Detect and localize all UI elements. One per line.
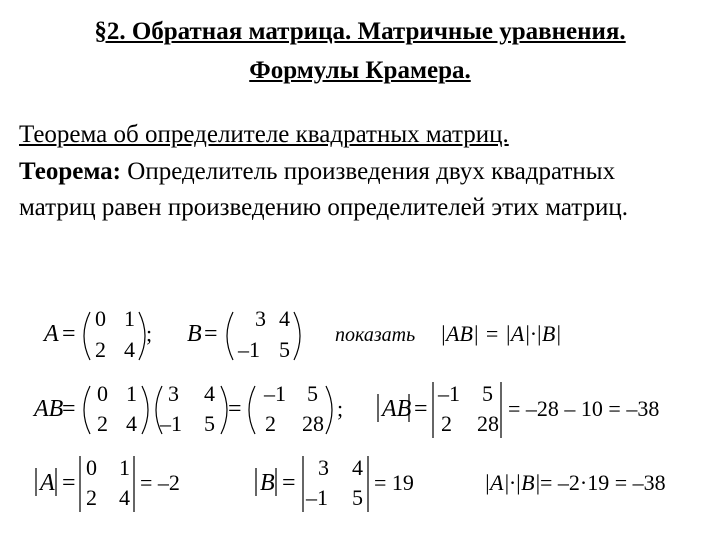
paren-left (249, 386, 255, 434)
cell-A-11: 0 (95, 306, 106, 331)
cell-A-21: 2 (95, 337, 106, 362)
cell-A-21: 2 (97, 411, 108, 436)
cell-A-22: 4 (119, 485, 130, 510)
equals-sign: = (204, 321, 218, 347)
cell-B-11: 3 (318, 455, 329, 480)
cell-A-22: 4 (124, 337, 135, 362)
semicolon: ; (337, 396, 344, 421)
cell-A-22: 4 (126, 411, 137, 436)
det-product (484, 470, 666, 495)
cell-AB-21: 2 (265, 411, 276, 436)
cell-A-12: 1 (124, 306, 135, 331)
theorem-heading: Теорема об определителе квадратных матриц. (19, 121, 509, 148)
det-AB-value: = –28 – 10 = –38 (508, 396, 660, 421)
equals-sign: = (228, 396, 242, 422)
equals-sign: = (282, 470, 296, 496)
cell-B-22: 5 (204, 411, 215, 436)
theorem-text-1: Определитель произведения двух квадратных (121, 158, 616, 185)
cell-B-21: –1 (160, 411, 182, 436)
var-A: A (44, 321, 59, 347)
det-A (36, 455, 180, 512)
var-AB: AB (382, 396, 412, 422)
det-AB (378, 381, 659, 438)
equals-sign: = (62, 321, 76, 347)
paren-left (84, 312, 90, 360)
cell-AB-12: 5 (482, 381, 493, 406)
det-B-value: = 19 (374, 470, 414, 495)
cell-AB-21: 2 (441, 411, 452, 436)
cell-AB-11: –1 (438, 381, 460, 406)
paren-right (294, 312, 300, 360)
var-AB: AB (34, 396, 64, 422)
cell-A-11: 0 (86, 455, 97, 480)
cell-A-12: 1 (119, 455, 130, 480)
cell-A-11: 0 (97, 381, 108, 406)
paren-left (227, 312, 233, 360)
det-B (256, 455, 414, 512)
det-A-value: = –2 (140, 470, 180, 495)
title-line-1: §2. Обратная матрица. Матричные уравнения. (94, 18, 626, 45)
theorem-label: Теорема: (19, 158, 122, 185)
theorem-statement-line-2: матриц равен произведению определителей этих матриц. (19, 194, 629, 221)
cell-A-12: 1 (126, 381, 137, 406)
cell-AB-22: 28 (477, 411, 499, 436)
cell-B-12: 4 (352, 455, 363, 480)
var-B: B (187, 321, 202, 347)
semicolon: ; (146, 321, 153, 346)
cell-B-22: 5 (352, 485, 363, 510)
cell-B-12: 4 (204, 381, 215, 406)
matrix-A-definition (42, 306, 152, 362)
cell-B-21: –1 (238, 337, 260, 362)
cell-AB-22: 28 (302, 411, 324, 436)
product-AB (32, 381, 343, 436)
equals-sign: = (414, 396, 428, 422)
var-B: B (260, 470, 275, 496)
paren-right (326, 386, 332, 434)
show-word: показать (335, 324, 416, 346)
equals-sign: = (62, 470, 76, 496)
cell-B-22: 5 (279, 337, 290, 362)
det-product-value: = –2·19 = –38 (540, 470, 666, 495)
cell-AB-12: 5 (307, 381, 318, 406)
equals-sign: = (62, 396, 76, 422)
matrix-B-definition (187, 306, 300, 362)
cell-B-12: 4 (279, 306, 290, 331)
det-product-lhs: |A|·|B| (484, 470, 541, 495)
cell-B-11: 3 (255, 306, 266, 331)
var-A: A (40, 470, 55, 496)
paren-right (221, 386, 227, 434)
cell-B-11: 3 (168, 381, 179, 406)
cell-AB-11: –1 (264, 381, 286, 406)
cell-A-21: 2 (86, 485, 97, 510)
title-line-2: Формулы Крамера. (249, 57, 471, 84)
cell-B-21: –1 (306, 485, 328, 510)
paren-left (84, 386, 90, 434)
show-expression: |AB| = |A|·|B| (440, 321, 562, 346)
paren-right (142, 386, 148, 434)
paren-right (139, 312, 145, 360)
